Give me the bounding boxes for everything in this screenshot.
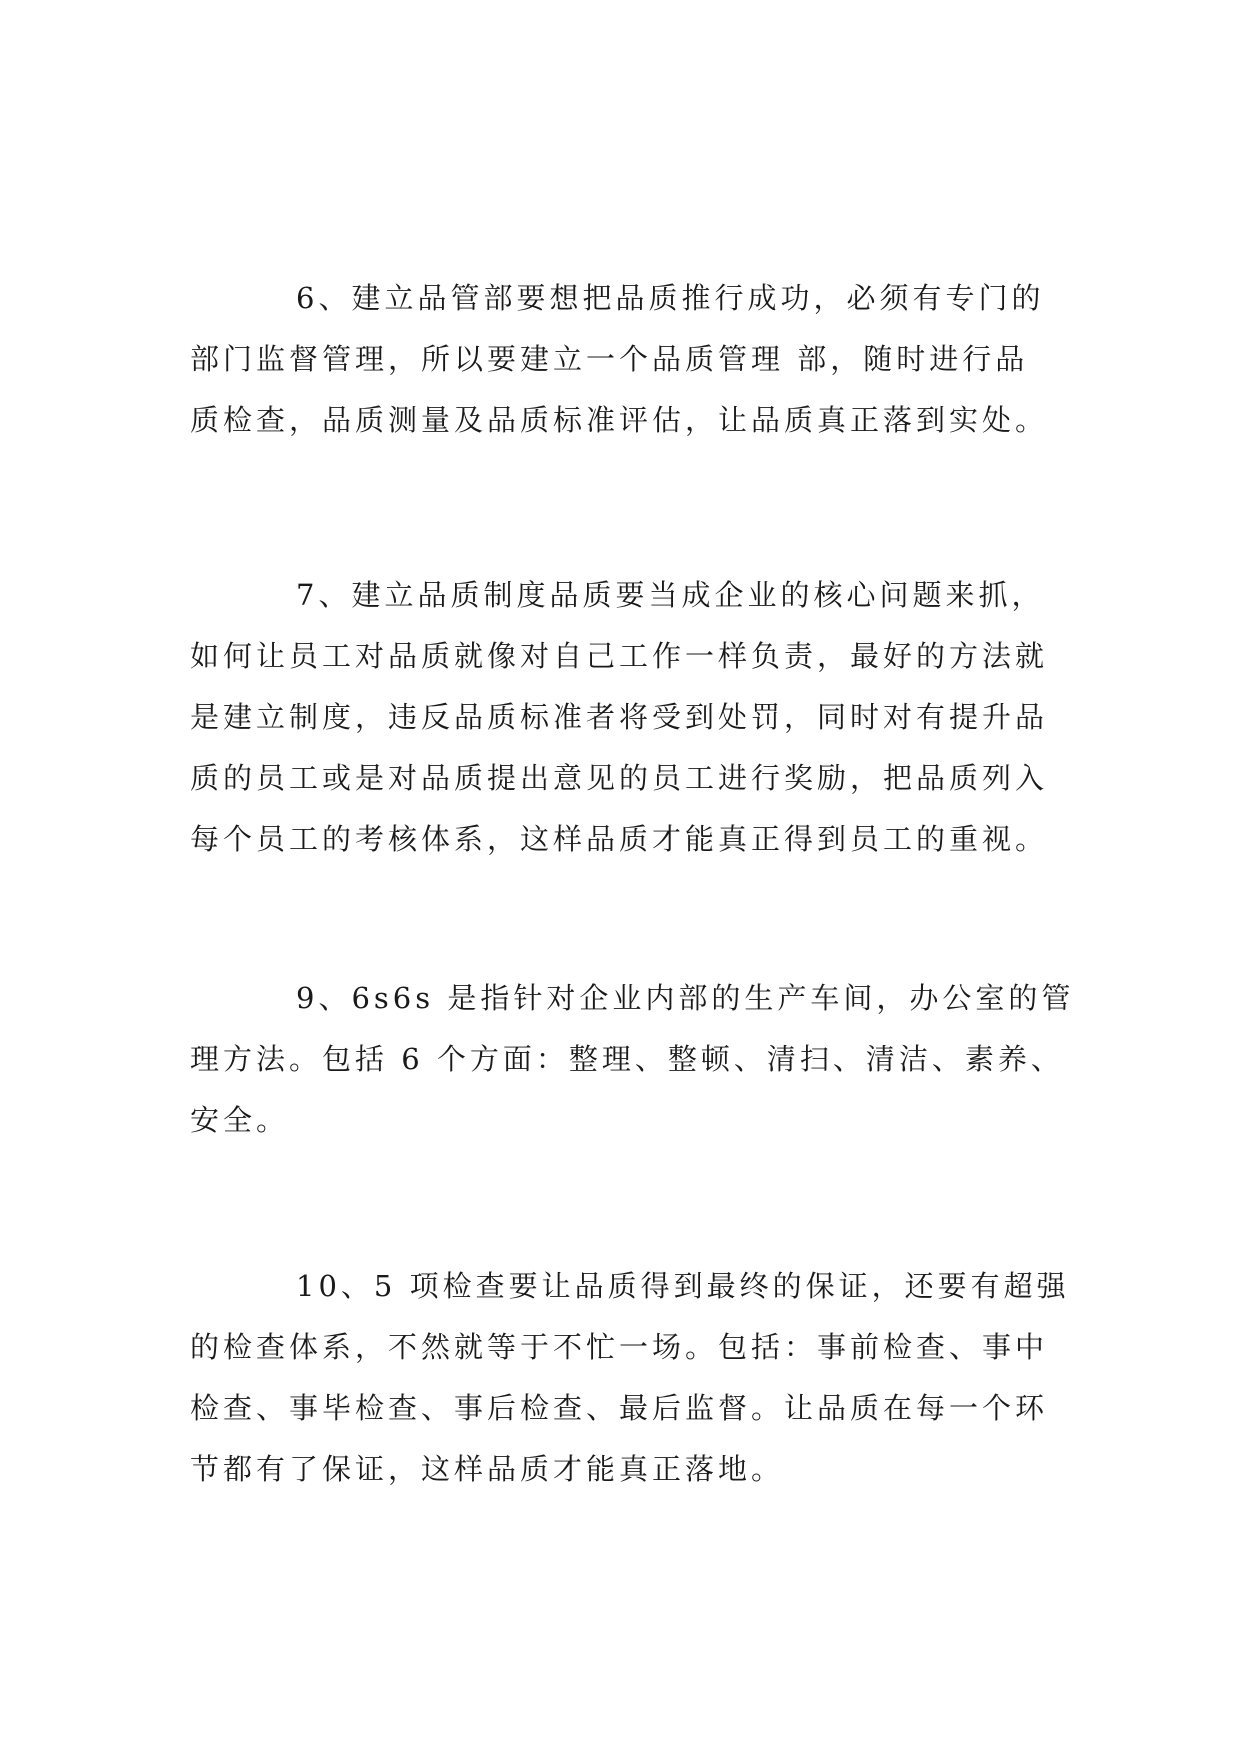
paragraph-line: 节都有了保证，这样品质才能真正落地。 [190,1452,785,1486]
paragraph-line: 检查、事毕检查、事后检查、最后监督。让品质在每一个环 [190,1391,1049,1425]
paragraph-line: 每个员工的考核体系，这样品质才能真正得到员工的重视。 [190,822,1049,856]
paragraph-6-quality-department [190,268,1070,451]
paragraph-line: 安全。 [190,1103,290,1137]
paragraph-10-five-checks [190,1256,1070,1500]
paragraph-line: 如何让员工对品质就像对自己工作一样负责，最好的方法就 [190,639,1049,673]
paragraph-line: 的检查体系，不然就等于不忙一场。包括：事前检查、事中 [190,1330,1049,1364]
paragraph-line: 部门监督管理，所以要建立一个品质管理 部，随时进行品 [190,342,1029,376]
paragraph-line: 10、5 项检查要让品质得到最终的保证，还要有超强 [296,1269,1070,1303]
paragraph-7-quality-system [190,565,1070,870]
paragraph-line: 理方法。包括 6 个方面：整理、整顿、清扫、清洁、素养、 [190,1042,1064,1076]
paragraph-9-6s [190,968,1075,1151]
paragraph-line: 是建立制度，违反品质标准者将受到处罚，同时对有提升品 [190,700,1049,734]
paragraph-line: 7、建立品质制度品质要当成企业的核心问题来抓， [296,578,1045,612]
paragraph-line: 6、建立品管部要想把品质推行成功，必须有专门的 [296,281,1045,315]
paragraph-line: 质检查，品质测量及品质标准评估，让品质真正落到实处。 [190,403,1049,437]
paragraph-line: 9、6s6s 是指针对企业内部的生产车间，办公室的管 [296,981,1075,1015]
paragraph-line: 质的员工或是对品质提出意见的员工进行奖励，把品质列入 [190,761,1049,795]
